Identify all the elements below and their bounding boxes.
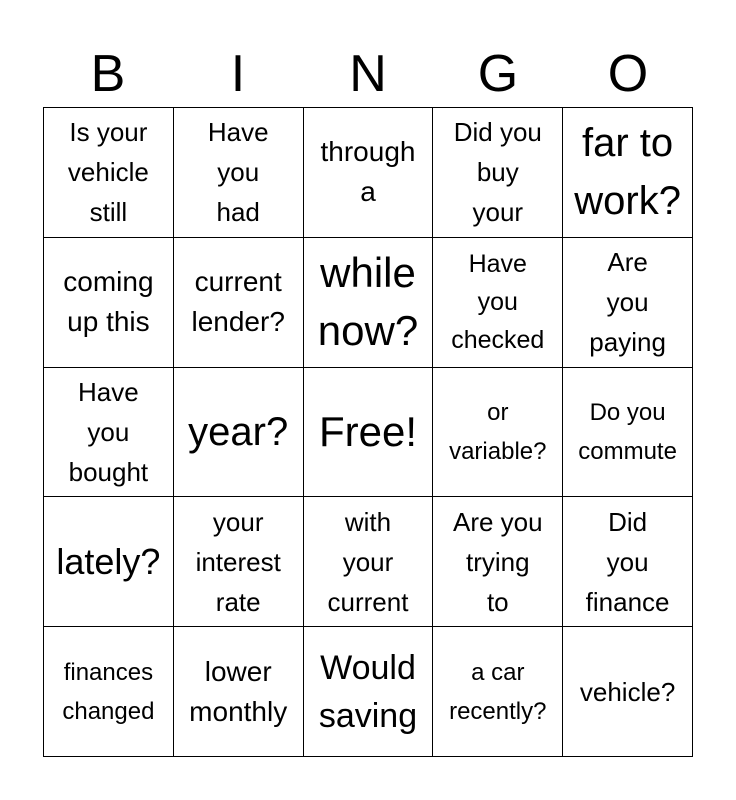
bingo-cell-text: Are you trying to [452,506,543,617]
bingo-cell-text: Have you bought [68,376,149,487]
bingo-cell-g4[interactable] [433,497,563,627]
bingo-cell-text: Would saving [318,648,418,735]
bingo-cell-text: Did you buy your [453,117,542,228]
bingo-cell-text: finances changed [62,658,155,725]
bingo-cell-o4[interactable] [563,497,693,627]
bingo-cell-text: Free! [318,407,417,455]
bingo-cell-text: while now? [317,249,419,355]
bingo-cell-n4[interactable] [304,497,434,627]
bingo-cell-n2[interactable] [304,238,434,368]
bingo-cell-text: Did you finance [585,506,670,617]
bingo-cell-o5[interactable] [563,627,693,757]
bingo-cell-n5[interactable] [304,627,434,757]
bingo-cell-text: Is your vehicle still [67,117,149,228]
bingo-cell-text: vehicle? [579,676,676,707]
header-letter-g: G [477,45,519,103]
bingo-cell-b4[interactable] [44,497,174,627]
bingo-cell-i2[interactable] [174,238,304,368]
bingo-cell-b2[interactable] [44,238,174,368]
bingo-header [43,42,693,106]
bingo-board [43,107,693,757]
bingo-cell-b1[interactable] [44,108,174,238]
bingo-cell-g5[interactable] [433,627,563,757]
bingo-cell-i1[interactable] [174,108,304,238]
bingo-cell-text: through a [320,136,416,208]
bingo-cell-b5[interactable] [44,627,174,757]
bingo-cell-text: coming up this [63,266,154,338]
bingo-cell-text: Do you commute [578,398,677,465]
bingo-cell-o3[interactable] [563,368,693,498]
bingo-cell-text: or variable? [449,398,547,465]
bingo-cell-g3[interactable] [433,368,563,498]
bingo-cell-text: with your current [327,506,409,617]
header-letter-o: O [607,45,649,103]
bingo-cell-i5[interactable] [174,627,304,757]
bingo-cell-text: far to work? [574,121,681,224]
bingo-cell-g1[interactable] [433,108,563,238]
header-letter-i: I [230,45,246,103]
bingo-cell-text: your interest rate [195,506,281,617]
bingo-cell-b3[interactable] [44,368,174,498]
bingo-cell-text: lately? [56,540,161,582]
bingo-cell-o1[interactable] [563,108,693,238]
bingo-cell-text: Are you paying [589,247,666,358]
bingo-cell-text: current lender? [191,266,285,338]
bingo-cell-o2[interactable] [563,238,693,368]
header-letter-b: B [90,45,126,103]
bingo-cell-i4[interactable] [174,497,304,627]
bingo-cell-n1[interactable] [304,108,434,238]
bingo-cell-text: lower monthly [189,655,288,727]
bingo-cell-text: a car recently? [449,658,547,725]
bingo-cell-text: Have you had [207,117,269,228]
bingo-cell-text: year? [188,409,289,454]
bingo-cell-n3[interactable] [304,368,434,498]
header-letter-n: N [349,45,387,103]
bingo-cell-text: Have you checked [451,250,545,355]
bingo-cell-i3[interactable] [174,368,304,498]
bingo-cell-g2[interactable] [433,238,563,368]
